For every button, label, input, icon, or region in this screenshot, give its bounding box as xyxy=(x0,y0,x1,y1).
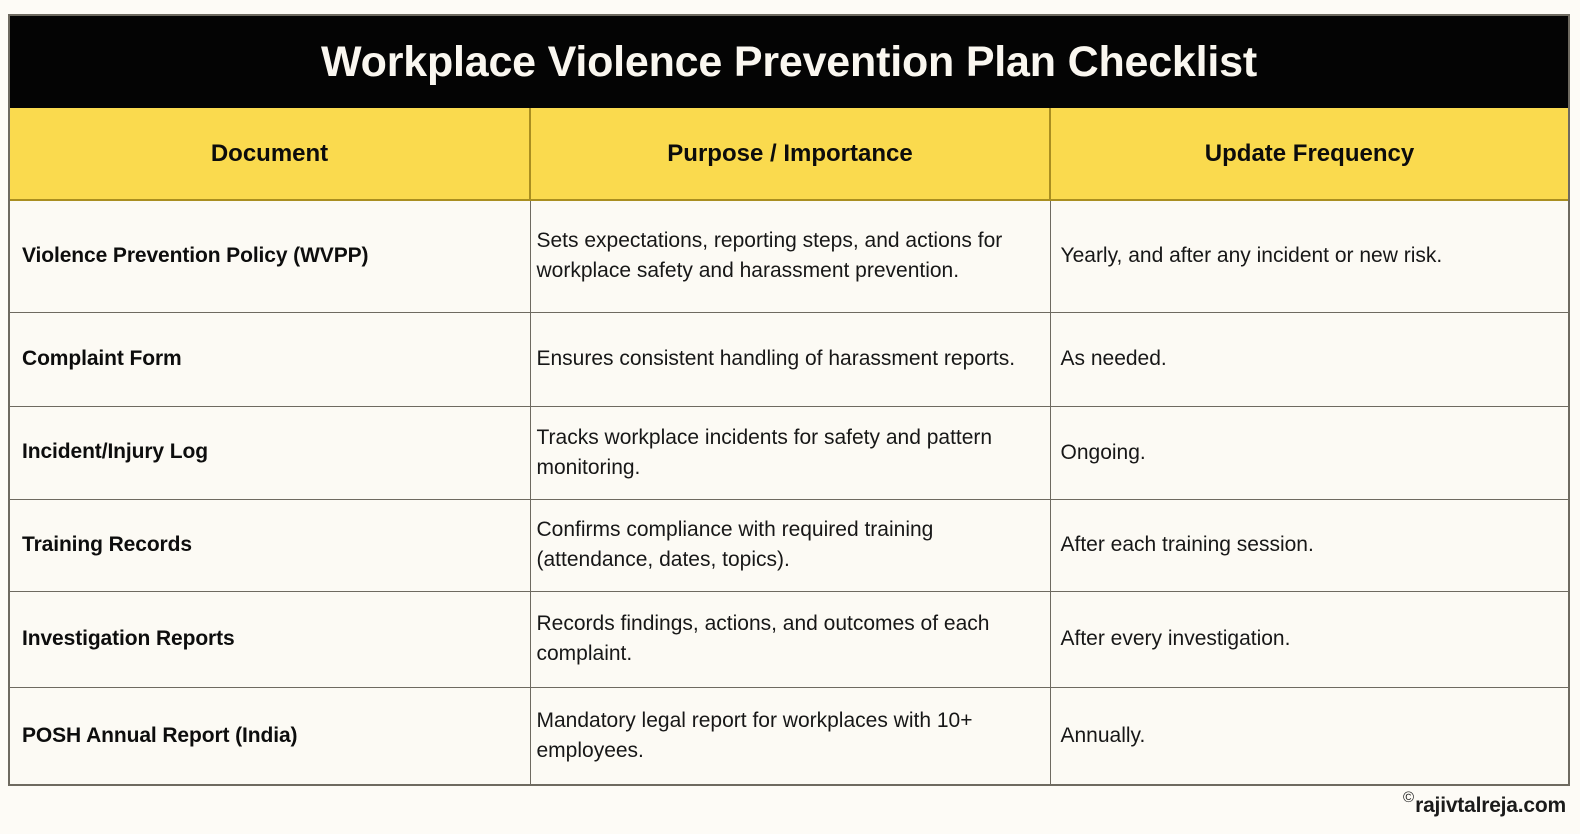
cell-frequency: Annually. xyxy=(1050,687,1568,784)
table-row xyxy=(10,687,1568,784)
title-banner xyxy=(10,16,1568,108)
cell-document: Training Records xyxy=(10,499,530,591)
copyright-icon: © xyxy=(1403,789,1415,806)
table-row xyxy=(10,406,1568,499)
cell-purpose: Confirms compliance with required training (attendance, dates, topics). xyxy=(530,499,1050,591)
cell-document: Incident/Injury Log xyxy=(10,406,530,499)
cell-purpose: Tracks workplace incidents for safety and pattern monitoring. xyxy=(530,406,1050,499)
cell-purpose: Ensures consistent handling of harassment reports. xyxy=(530,312,1050,406)
cell-frequency: Yearly, and after any incident or new risk. xyxy=(1050,200,1568,312)
cell-frequency: Ongoing. xyxy=(1050,406,1568,499)
table-row xyxy=(10,312,1568,406)
cell-frequency: After each training session. xyxy=(1050,499,1568,591)
footer-domain-text: rajivtalreja.com xyxy=(1415,794,1566,817)
cell-frequency: As needed. xyxy=(1050,312,1568,406)
cell-document: Investigation Reports xyxy=(10,591,530,687)
cell-purpose: Sets expectations, reporting steps, and actions for workplace safety and harassment prevention. xyxy=(530,200,1050,312)
table-header xyxy=(10,108,1568,200)
table-body xyxy=(10,200,1568,784)
table-row xyxy=(10,200,1568,312)
header-row xyxy=(10,108,1568,200)
table-row xyxy=(10,591,1568,687)
cell-purpose: Records findings, actions, and outcomes of each complaint. xyxy=(530,591,1050,687)
cell-purpose: Mandatory legal report for workplaces with 10+ employees. xyxy=(530,687,1050,784)
cell-frequency: After every investigation. xyxy=(1050,591,1568,687)
checklist-table xyxy=(10,108,1568,784)
cell-document: POSH Annual Report (India) xyxy=(10,687,530,784)
cell-document: Complaint Form xyxy=(10,312,530,406)
column-header-document: Document xyxy=(10,108,530,200)
cell-document: Violence Prevention Policy (WVPP) xyxy=(10,200,530,312)
checklist-table-container xyxy=(8,14,1570,786)
column-header-purpose: Purpose / Importance xyxy=(530,108,1050,200)
table-row xyxy=(10,499,1568,591)
column-header-update-frequency: Update Frequency xyxy=(1050,108,1568,200)
footer-watermark xyxy=(1403,789,1566,817)
page-title: Workplace Violence Prevention Plan Checklist xyxy=(321,37,1257,86)
